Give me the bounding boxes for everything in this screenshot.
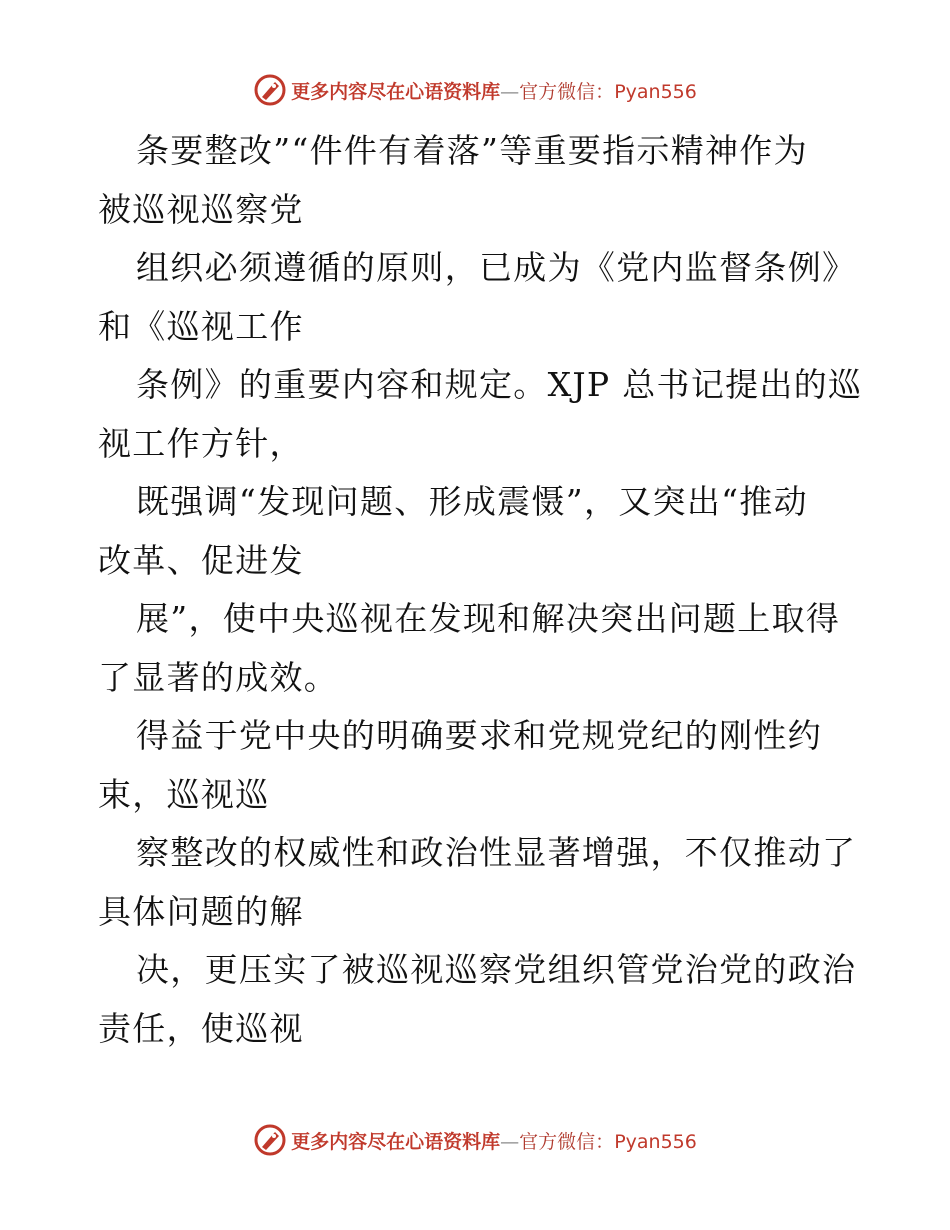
header-watermark-banner xyxy=(0,70,950,110)
footer-watermark-banner xyxy=(0,1120,950,1160)
text-line: 得益于党中央的明确要求和党规党纪的刚性约 xyxy=(136,716,822,755)
text-line: 改革、促进发 xyxy=(98,540,304,580)
watermark-wechat-label: 官方微信： xyxy=(519,1130,615,1153)
text-line: 束，巡视巡 xyxy=(98,774,270,814)
watermark-brand: 更多内容尽在心语资料库 xyxy=(291,80,501,103)
text-line: 组织必须遵循的原则，已成为《党内监督条例》 xyxy=(136,248,857,287)
watermark-separator: — xyxy=(500,1130,520,1153)
watermark-wechat-label: 官方微信： xyxy=(519,80,615,103)
watermark-text xyxy=(291,77,697,104)
text-line: 条要整改”“件件有着落”等重要指示精神作为 xyxy=(136,131,808,170)
watermark-text xyxy=(291,1127,697,1154)
pen-nib-logo-icon xyxy=(253,73,287,107)
pen-nib-logo-icon xyxy=(253,1123,287,1157)
watermark-wechat-id: Pyan556 xyxy=(614,80,697,103)
watermark-brand: 更多内容尽在心语资料库 xyxy=(291,1130,501,1153)
text-line: 和《巡视工作 xyxy=(98,306,304,346)
watermark-wechat-id: Pyan556 xyxy=(614,1130,697,1153)
text-line: 察整改的权威性和政治性显著增强，不仅推动了 xyxy=(136,833,857,872)
text-line: 既强调“发现问题、形成震慑”，又突出“推动 xyxy=(136,482,808,521)
text-line: 具体问题的解 xyxy=(98,891,304,931)
text-line: 了显著的成效。 xyxy=(98,657,339,697)
text-line: 责任，使巡视 xyxy=(98,1008,304,1048)
document-body xyxy=(98,122,863,1058)
text-line: 决，更压实了被巡视巡察党组织管党治党的政治 xyxy=(136,950,857,989)
text-line: 展”，使中央巡视在发现和解决突出问题上取得 xyxy=(136,599,841,638)
text-line: 条例》的重要内容和规定。XJP 总书记提出的巡 xyxy=(136,365,863,404)
text-line: 视工作方针， xyxy=(98,423,304,463)
text-line: 被巡视巡察党 xyxy=(98,189,304,229)
watermark-separator: — xyxy=(500,80,520,103)
